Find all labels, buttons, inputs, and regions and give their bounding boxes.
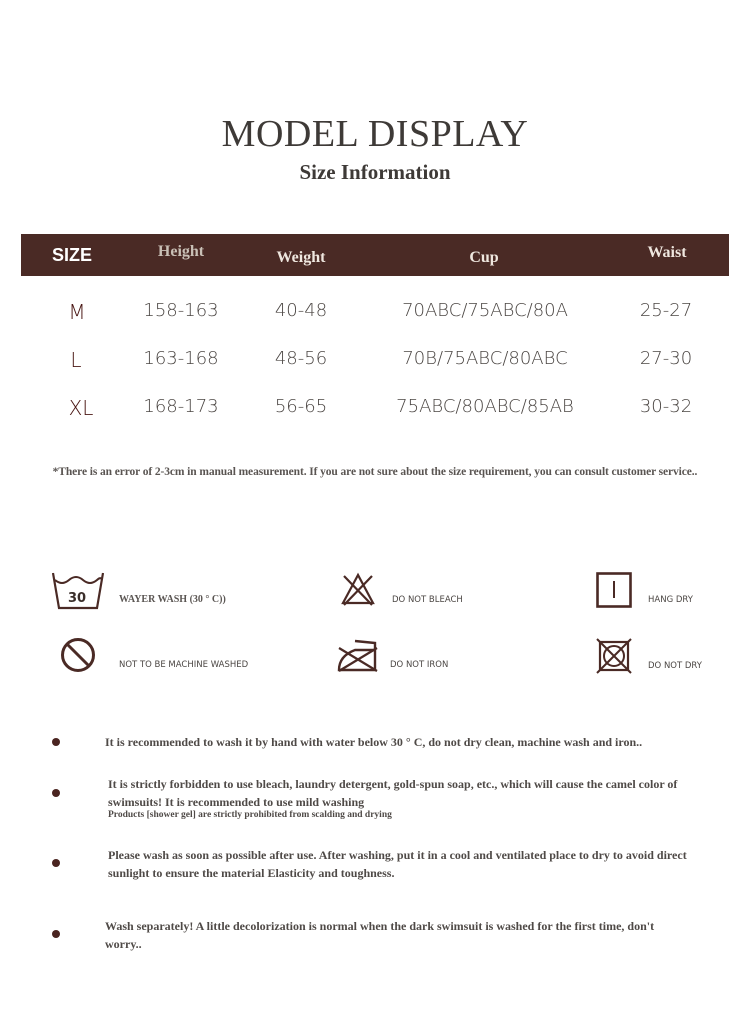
cell-height: 163-168 [143, 348, 219, 369]
instruction-text: worry.. [105, 937, 142, 951]
do-not-bleach-icon [341, 572, 375, 606]
bullet-icon [52, 738, 60, 746]
no-machine-wash-icon [60, 637, 96, 673]
wash-temp-label: 30 [67, 591, 87, 606]
cell-waist: 25-27 [639, 300, 693, 321]
hang-dry-icon [596, 572, 632, 608]
column-header-height: Height [157, 243, 205, 260]
column-header-cup: Cup [469, 249, 499, 266]
care-label-hang-dry: HANG DRY [648, 595, 693, 605]
cell-weight: 56-65 [274, 396, 328, 417]
care-label-machine-wash: NOT TO BE MACHINE WASHED [119, 660, 249, 670]
instruction-text: swimsuits! It is recommended to use mild washing [108, 795, 365, 809]
instruction-text: It is strictly forbidden to use bleach, laundry detergent, gold-spun soap, etc., which will cause the camel color of [108, 777, 678, 791]
bullet-icon [52, 859, 60, 867]
table-row [21, 396, 729, 426]
cell-size: L [70, 348, 82, 372]
size-table-header [21, 234, 729, 276]
instruction-text: sunlight to ensure the material Elasticity and toughness. [108, 866, 395, 880]
cell-waist: 27-30 [639, 348, 693, 369]
cell-weight: 40-48 [274, 300, 328, 321]
care-label-dry: DO NOT DRY [648, 661, 702, 671]
instruction-text: Please wash as soon as possible after use. After washing, put it in a cool and ventilated place to dry to avoid direct [108, 848, 687, 862]
cell-weight: 48-56 [274, 348, 328, 369]
column-header-size: SIZE [51, 245, 93, 265]
cell-waist: 30-32 [639, 396, 693, 417]
cell-cup: 70B/75ABC/80ABC [402, 348, 568, 369]
bullet-icon [52, 789, 60, 797]
table-row [21, 348, 729, 378]
do-not-iron-icon [337, 638, 379, 674]
page-subtitle: Size Information [299, 160, 451, 184]
column-header-waist: Waist [647, 244, 687, 261]
care-label-wash: WAYER WASH (30 ° C)) [119, 594, 226, 605]
do-not-tumble-dry-icon [596, 638, 632, 674]
cell-height: 168-173 [143, 396, 219, 417]
table-row [21, 300, 729, 330]
page-title: MODEL DISPLAY [221, 113, 529, 155]
column-header-weight: Weight [276, 249, 326, 266]
cell-cup: 70ABC/75ABC/80A [402, 300, 568, 321]
bullet-icon [52, 930, 60, 938]
cell-size: M [68, 300, 86, 324]
instruction-subtext: Products [shower gel] are strictly prohibited from scalding and drying [108, 810, 392, 820]
cell-cup: 75ABC/80ABC/85AB [396, 396, 574, 417]
instruction-text: It is recommended to wash it by hand with water below 30 ° C, do not dry clean, machine wash and iron.. [105, 735, 643, 749]
care-label-bleach: DO NOT BLEACH [392, 595, 463, 605]
care-label-iron: DO NOT IRON [390, 660, 449, 670]
cell-height: 158-163 [143, 300, 219, 321]
cell-size: XL [68, 396, 94, 420]
instruction-text: Wash separately! A little decolorization is normal when the dark swimsuit is washed for the first time, don't [105, 919, 655, 933]
measurement-note: *There is an error of 2-3cm in manual measurement. If you are not sure about the size requirement, you can consult customer service.. [52, 466, 698, 478]
wash-30-icon [52, 572, 104, 610]
